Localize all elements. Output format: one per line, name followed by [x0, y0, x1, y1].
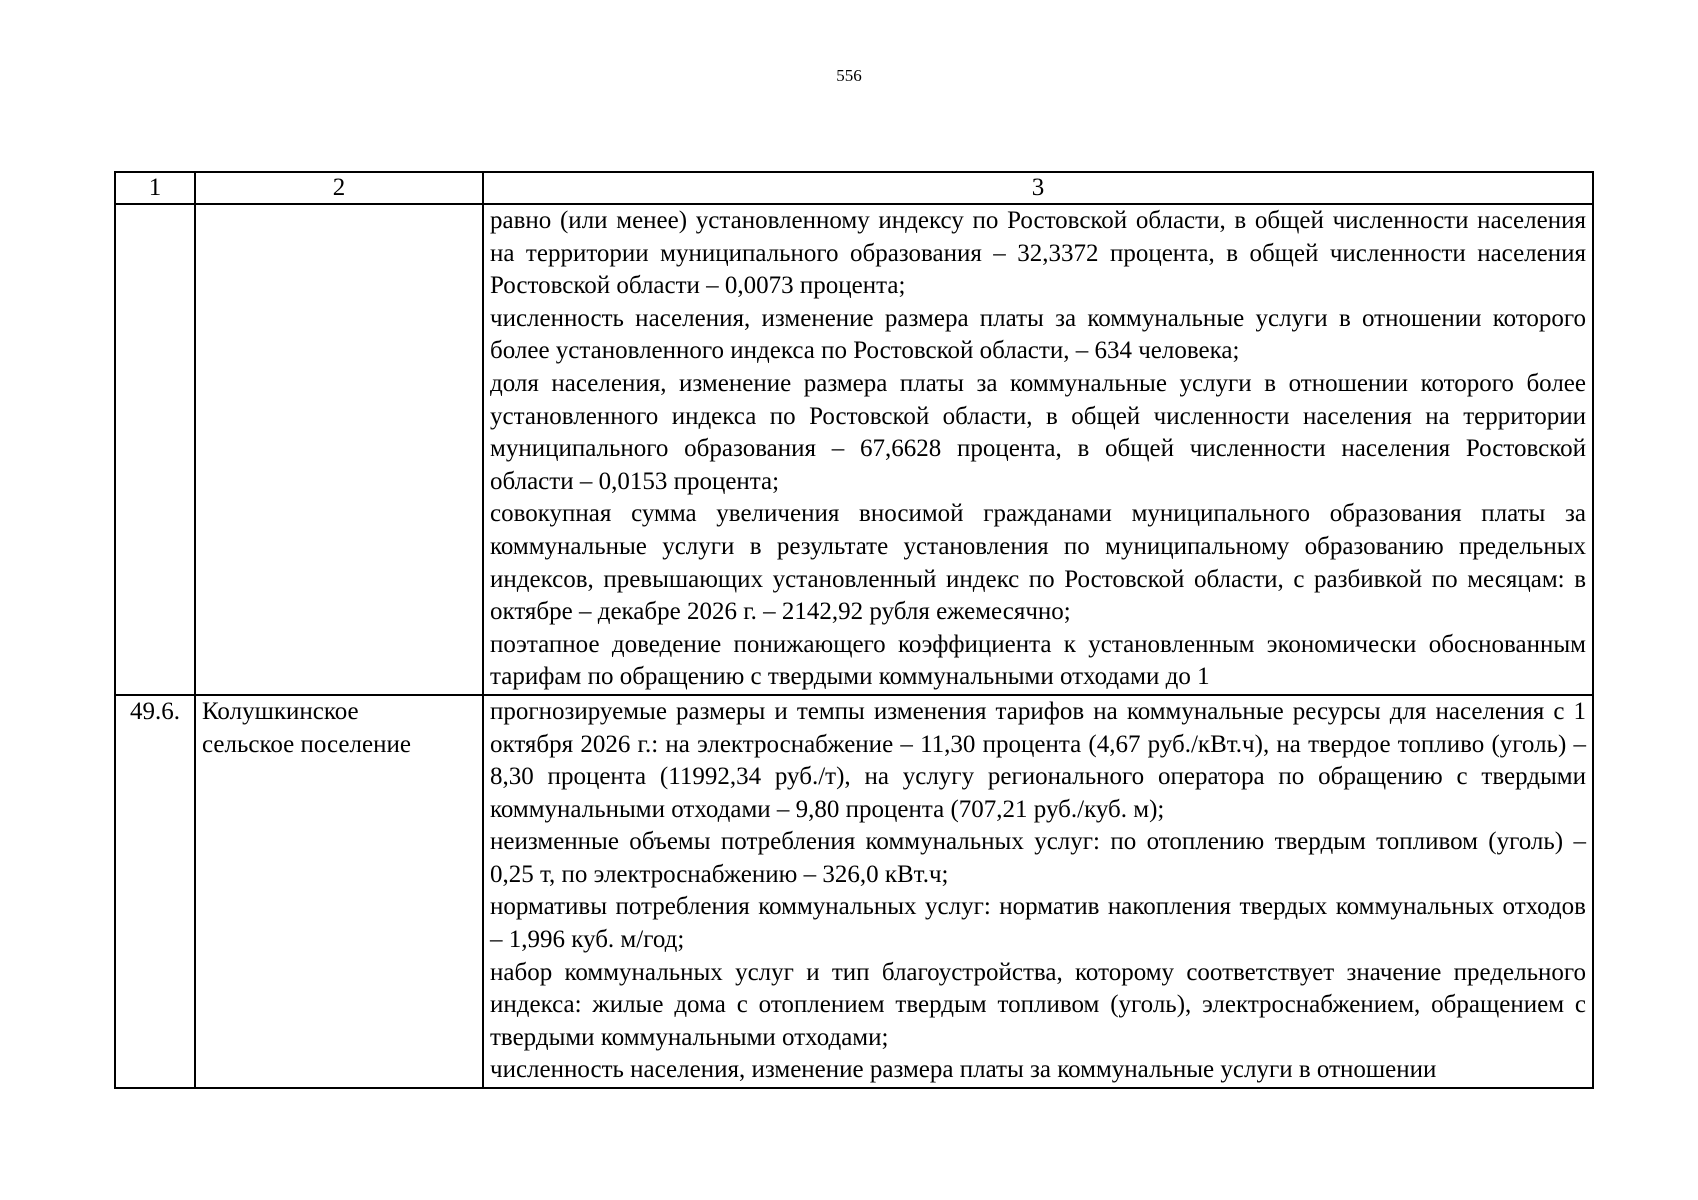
data-table — [114, 171, 1594, 1089]
page-number: 556 — [836, 66, 862, 85]
text-paragraph: нормативы потребления коммунальных услуг: норматив накопления твердых коммунальных отходов – 1,996 куб. м/год; — [490, 893, 1586, 954]
text-paragraph: прогнозируемые размеры и темпы изменения тарифов на коммунальные ресурсы для населения с 1 октября 2026 г.: на электроснабжение – 11,30 процента (4,67 руб./кВт.ч), на твердое топливо (уголь) – 8,30 процента (11992,34 руб./т), на услугу регионального оператора по обращению с твердыми коммунальными отходами – 9,80 процента (707,21 руб./куб. м); — [490, 697, 1586, 823]
row-text-cell — [483, 695, 1593, 1088]
municipality-name-line: Колушкинское — [202, 697, 359, 725]
table-row — [115, 695, 1593, 1088]
row-name-cell — [195, 695, 483, 1088]
text-paragraph: поэтапное доведение понижающего коэффициента к установленным экономически обоснованным тарифам по обращению с твердыми коммунальными отходами до 1 — [490, 630, 1586, 691]
row-text-cell — [483, 204, 1593, 695]
row-number-cell: 49.6. — [115, 695, 195, 1088]
text-paragraph: численность населения, изменение размера платы за коммунальные услуги в отношении — [490, 1056, 1437, 1084]
text-paragraph: набор коммунальных услуг и тип благоустройства, которому соответствует значение предельного индекса: жилые дома с отоплением твердым топливом (уголь), электроснабжением, обращением с твердыми коммунальными отходами; — [490, 958, 1586, 1051]
text-paragraph: численность населения, изменение размера платы за коммунальные услуги в отношении которого более установленного индекса по Ростовской области, – 634 человека; — [490, 304, 1586, 365]
text-paragraph: равно (или менее) установленному индексу по Ростовской области, в общей численности населения на территории муниципального образования – 32,3372 процента, в общей численности населения Ростовской области – 0,0073 процента; — [490, 207, 1586, 300]
text-paragraph: неизменные объемы потребления коммунальных услуг: по отоплению твердым топливом (уголь) – 0,25 т, по электроснабжению – 326,0 кВт.ч; — [490, 828, 1586, 888]
row-name-cell — [195, 204, 483, 695]
row-number-cell — [115, 204, 195, 695]
table-row — [115, 204, 1593, 695]
table-header-row — [115, 172, 1593, 204]
column-header-1: 1 — [115, 172, 195, 204]
text-paragraph: совокупная сумма увеличения вносимой гражданами муниципального образования платы за коммунальные услуги в результате установления по муниципальному образованию предельных индексов, превышающих установленный индекс по Ростовской области, с разбивкой по месяцам: в октябре – декабре 2026 г. – 2142,92 рубля ежемесячно; — [490, 500, 1586, 626]
column-header-2: 2 — [195, 172, 483, 204]
column-header-3: 3 — [483, 172, 1593, 204]
municipality-name-line: сельское поселение — [202, 730, 411, 758]
text-paragraph: доля населения, изменение размера платы за коммунальные услуги в отношении которого более установленного индекса по Ростовской области, в общей численности населения на территории муниципального образования – 67,6628 процента, в общей численности населения Ростовской области – 0,0153 процента; — [490, 369, 1586, 495]
